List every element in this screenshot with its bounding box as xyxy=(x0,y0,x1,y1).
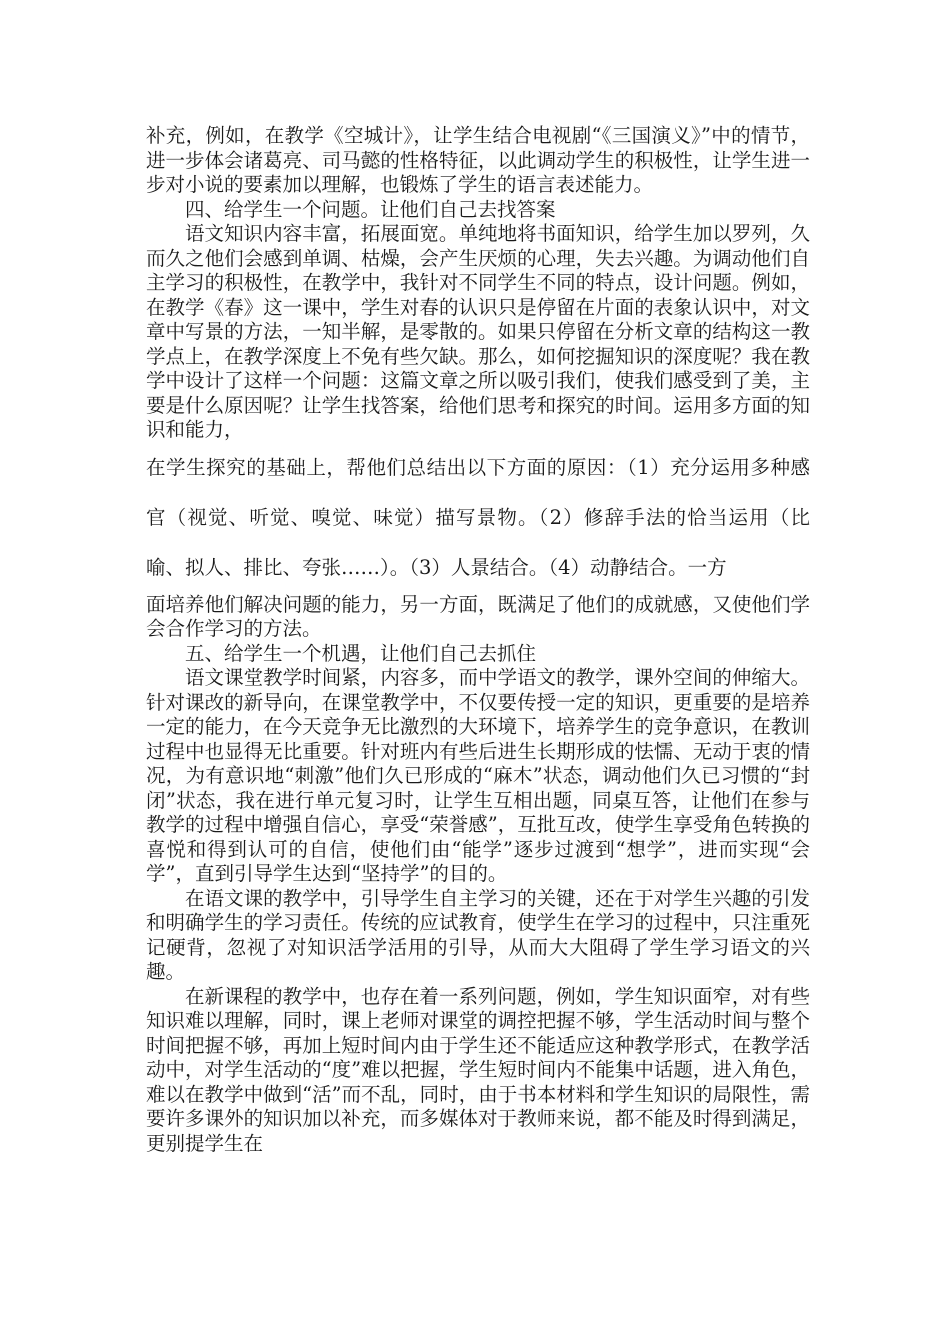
document-body xyxy=(146,124,810,1156)
section-heading-5: 五、给学生一个机遇，让他们自己去抓住 xyxy=(185,641,537,665)
paragraph-section4-c: 面培养他们解决问题的能力，另一方面，既满足了他们的成就感，又使他们学会合作学习的方法。 xyxy=(146,592,810,640)
paragraph-section5-b: 在语文课的教学中，引导学生自主学习的关键，还在于对学生兴趣的引发和明确学生的学习责任。传统的应试教育，使学生在学习的过程中，只注重死记硬背，忽视了对知识活学活用的引导，从而大大阻碍了学生学习语文的兴趣。 xyxy=(146,886,810,983)
paragraph-section4-a: 语文知识内容丰富，拓展面宽。单纯地将书面知识，给学生加以罗列，久而久之他们会感到单调、枯燥，会产生厌烦的心理，失去兴趣。为调动他们自主学习的积极性，在教学中，我针对不同学生不同的特点，设计问题。例如，在教学《春》这一课中，学生对春的认识只是停留在片面的表象认识中，对文章中写景的方法，一知半解，是零散的。如果只停留在分析文章的结构这一教学点上，在教学深度上不免有些欠缺。那么，如何挖掘知识的深度呢？我在教学中设计了这样一个问题：这篇文章之所以吸引我们，使我们感受到了美，主要是什么原因呢？让学生找答案，给他们思考和探究的时间。运用多方面的知识和能力， xyxy=(146,222,810,441)
paragraph-section4-b: 在学生探究的基础上，帮他们总结出以下方面的原因：（1）充分运用多种感官（视觉、听觉、嗅觉、味觉）描写景物。（2）修辞手法的恰当运用（比喻、拟人、排比、夸张……）。（3）人景结合。（4）动静结合。一方 xyxy=(146,455,810,579)
paragraph-continuation: 补充，例如，在教学《空城计》，让学生结合电视剧“《三国演义》”中的情节，进一步体会诸葛亮、司马懿的性格特征，以此调动学生的积极性，让学生进一步对小说的要素加以理解，也锻炼了学生的语言表述能力。 xyxy=(146,124,810,196)
paragraph-section5-a: 语文课堂教学时间紧，内容多，而中学语文的教学，课外空间的伸缩大。针对课改的新导向，在课堂教学中，不仅要传授一定的知识，更重要的是培养一定的能力，在今天竞争无比激烈的大环境下，培养学生的竞争意识，在教训过程中也显得无比重要。针对班内有些后进生长期形成的怯懦、无动于衷的情况，为有意识地“刺激”他们久已形成的“麻木”状态，调动他们久已习惯的“封闭”状态，我在进行单元复习时，让学生互相出题，同桌互答，让他们在参与教学的过程中增强自信心，享受“荣誉感”，互批互改，使学生享受角色转换的喜悦和得到认可的自信，使他们由“能学”逐步过渡到“想学”，进而实现“会学”，直到引导学生达到“坚持学”的目的。 xyxy=(146,666,810,885)
paragraph-section5-c: 在新课程的教学中，也存在着一系列问题，例如，学生知识面窄，对有些知识难以理解，同时，课上老师对课堂的调控把握不够，学生活动时间与整个时间把握不够，再加上短时间内由于学生还不能适应这种教学形式，在教学活动中，对学生活动的“度”难以把握，学生短时间内不能集中话题，进入角色，难以在教学中做到“活”而不乱，同时，由于书本材料和学生知识的局限性，需要许多课外的知识加以补充，而多媒体对于教师来说，都不能及时得到满足，更别提学生在 xyxy=(146,984,810,1155)
section-heading-4: 四、给学生一个问题。让他们自己去找答案 xyxy=(185,197,556,221)
